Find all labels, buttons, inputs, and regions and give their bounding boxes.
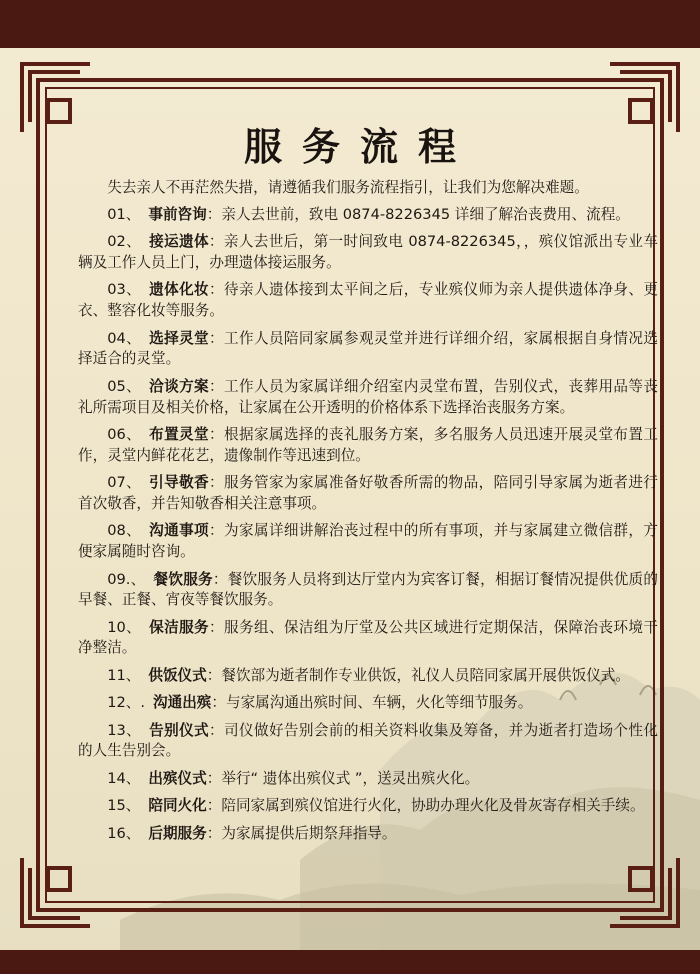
step-text: ：亲人去世后，第一时间致电 0874-8226345，，殡仪馆派出专业车辆及工作人员上门，办理遗体接运服务。 — [78, 233, 658, 271]
step-text: ：举行“ 遗体出殡仪式 ”，送灵出殡火化。 — [206, 769, 480, 787]
step-label: 选择灵堂 — [149, 329, 210, 347]
step-item — [78, 473, 658, 515]
step-item — [78, 824, 658, 845]
step-text: ：与家属沟通出殡时间、车辆，火化等细节服务。 — [211, 694, 533, 712]
step-label: 保洁服务 — [149, 618, 210, 636]
step-text: ：根据家属选择的丧礼服务方案，多名服务人员迅速开展灵堂布置工作，灵堂内鲜花花艺，遗像制作等迅速到位。 — [78, 425, 658, 464]
step-item — [78, 205, 658, 226]
step-item — [78, 280, 658, 322]
step-number: 10、 — [107, 618, 142, 636]
step-label: 陪同火化 — [148, 797, 207, 815]
step-text: ：服务管家为家属准备好敬香所需的物品，陪同引导家属为逝者进行首次敬香，并告知敬香相关注意事项。 — [78, 474, 658, 512]
step-number: 01、 — [107, 205, 141, 223]
step-label: 布置灵堂 — [149, 425, 210, 443]
step-text: ：司仪做好告别会前的相关资料收集及筹备，并为逝者打造场个性化的人生告别会。 — [78, 721, 658, 760]
step-number: 07、 — [107, 474, 142, 492]
bottom-band — [0, 950, 700, 974]
step-text: ：工作人员陪同家属参观灵堂并进行详细介绍，家属根据自身情况选择适合的灵堂。 — [78, 329, 658, 368]
step-label: 洽谈方案 — [149, 377, 210, 395]
step-number: 03、 — [107, 281, 142, 299]
step-item — [78, 425, 658, 467]
step-number: 15、 — [107, 797, 141, 815]
step-text: ：为家属详细讲解治丧过程中的所有事项，并与家属建立微信群，方便家属随时咨询。 — [78, 522, 658, 561]
step-item — [78, 693, 658, 714]
step-item — [78, 329, 658, 371]
step-label: 餐饮服务 — [153, 570, 213, 588]
step-label: 告别仪式 — [149, 721, 210, 739]
step-number: 06、 — [107, 425, 142, 443]
step-text: ：服务组、保洁组为厅堂及公共区域进行定期保洁，保障治丧环境干净整洁。 — [78, 618, 658, 657]
step-item — [78, 796, 658, 817]
step-label: 沟通事项 — [149, 522, 210, 540]
step-number: 05、 — [107, 377, 142, 395]
intro-text: 失去亲人不再茫然失措，请遵循我们服务流程指引，让我们为您解决难题。 — [107, 179, 589, 196]
step-text: ：工作人员为家属详细介绍室内灵堂布置，告别仪式，丧葬用品等丧礼所需项目及相关价格，让家属在公开透明的价格体系下选择治丧服务方案。 — [78, 377, 658, 416]
step-label: 出殡仪式 — [148, 769, 207, 787]
page-title: 服务流程 — [243, 125, 476, 169]
step-item — [78, 521, 658, 563]
step-number: 14、 — [107, 769, 141, 787]
step-item — [78, 769, 658, 790]
step-text: ：餐饮服务人员将到达厅堂内为宾客订餐，相据订餐情况提供优质的早餐、正餐、宵夜等餐饮服务。 — [78, 570, 658, 609]
step-number: 12、. — [107, 694, 145, 712]
step-text: ：亲人去世前，致电 0874-8226345 详细了解治丧费用、流程。 — [206, 205, 630, 223]
step-number: 02、 — [107, 233, 142, 251]
step-number: 04、 — [107, 329, 142, 347]
step-item — [78, 570, 658, 612]
steps-list — [78, 205, 658, 845]
step-item — [78, 721, 658, 763]
step-label: 接运遗体 — [149, 233, 209, 251]
step-label: 供饭仪式 — [148, 666, 207, 684]
step-label: 沟通出殡 — [153, 694, 212, 712]
step-number: 16、 — [107, 824, 141, 842]
content-body — [78, 178, 658, 851]
step-text: ：待亲人遗体接到太平间之后，专业殡仪师为亲人提供遗体净身、更衣、整容化妆等服务。 — [78, 281, 658, 320]
step-text: ：餐饮部为逝者制作专业供饭，礼仪人员陪同家属开展供饭仪式。 — [206, 666, 630, 684]
top-band — [0, 0, 700, 48]
step-label: 后期服务 — [148, 824, 207, 842]
step-text: ：陪同家属到殡仪馆进行火化，协助办理火化及骨灰寄存相关手续。 — [206, 797, 645, 815]
step-number: 08、 — [107, 522, 142, 540]
step-text: ：为家属提供后期祭拜指导。 — [206, 824, 397, 842]
step-item — [78, 377, 658, 419]
step-label: 事前咨询 — [148, 205, 207, 223]
step-item — [78, 666, 658, 687]
step-number: 13、 — [107, 721, 142, 739]
step-number: 09.、 — [107, 570, 146, 588]
step-label: 引导敬香 — [149, 474, 210, 492]
step-label: 遗体化妆 — [149, 281, 210, 299]
step-item — [78, 618, 658, 660]
step-item — [78, 232, 658, 274]
step-number: 11、 — [107, 666, 141, 684]
